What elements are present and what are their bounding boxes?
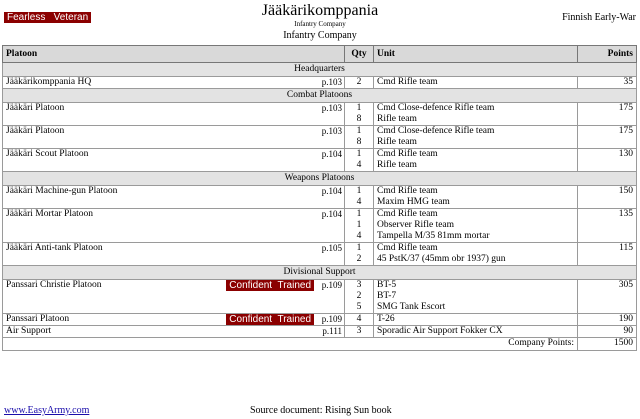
unit-cell	[374, 280, 578, 314]
section-title: Divisional Support	[3, 266, 637, 280]
unit-name: Cmd Close-defence Rifle team	[377, 126, 495, 136]
platoon-row	[3, 314, 637, 326]
page-reference: p.104	[321, 149, 342, 159]
unit-name: T-26	[377, 314, 395, 324]
platoon-cell	[3, 186, 345, 209]
section-header-row	[3, 172, 637, 186]
platoon-column-header: Platoon	[3, 46, 345, 63]
platoon-cell	[3, 209, 345, 243]
total-row	[3, 338, 637, 351]
page-reference: p.109	[321, 280, 342, 290]
unit-cell	[374, 243, 578, 266]
unit-quantity: 4	[356, 314, 362, 324]
unit-name: BT-7	[377, 291, 397, 301]
unit-cell	[374, 314, 578, 326]
unit-name: Cmd Rifle team	[377, 149, 438, 159]
section-title: Headquarters	[3, 63, 637, 77]
qty-cell	[345, 314, 374, 326]
page-reference: p.105	[321, 243, 342, 253]
platoon-cell	[3, 149, 345, 172]
unit-name: Cmd Rifle team	[377, 209, 438, 219]
unit-quantity: 2	[356, 291, 362, 301]
unit-quantity: 4	[356, 197, 362, 207]
unit-quantity: 2	[356, 254, 362, 264]
points-cell: 175	[578, 126, 637, 149]
platoon-skill-badge: Confident Trained	[226, 280, 314, 291]
points-cell: 130	[578, 149, 637, 172]
unit-name: Rifle team	[377, 137, 417, 147]
unit-cell	[374, 103, 578, 126]
points-cell: 135	[578, 209, 637, 243]
points-cell: 150	[578, 186, 637, 209]
platoon-cell	[3, 243, 345, 266]
unit-name: Rifle team	[377, 160, 417, 170]
platoon-name: Jääkäri Scout Platoon	[6, 149, 89, 159]
page-reference: p.109	[321, 314, 342, 324]
qty-cell	[345, 149, 374, 172]
unit-name: BT-5	[377, 280, 397, 290]
unit-quantity: 2	[356, 77, 362, 87]
platoon-row	[3, 103, 637, 126]
page-reference: p.104	[321, 186, 342, 196]
platoon-cell	[3, 103, 345, 126]
army-list-table	[2, 45, 637, 351]
unit-cell	[374, 209, 578, 243]
page-reference: p.104	[321, 209, 342, 219]
platoon-row	[3, 326, 637, 338]
platoon-row	[3, 149, 637, 172]
platoon-row	[3, 77, 637, 89]
platoon-name: Panssari Christie Platoon	[6, 280, 102, 290]
source-document-note: Source document: Rising Sun book	[250, 405, 392, 416]
qty-cell	[345, 103, 374, 126]
unit-quantity: 1	[356, 220, 362, 230]
points-cell: 305	[578, 280, 637, 314]
unit-cell	[374, 77, 578, 89]
platoon-cell	[3, 326, 345, 338]
section-header-row	[3, 266, 637, 280]
unit-quantity: 4	[356, 231, 362, 241]
points-cell: 190	[578, 314, 637, 326]
unit-quantity: 8	[356, 114, 362, 124]
unit-cell	[374, 126, 578, 149]
company-points-label: Company Points:	[3, 338, 578, 351]
page-reference: p.103	[321, 77, 342, 87]
unit-name: Cmd Close-defence Rifle team	[377, 103, 495, 113]
army-list-body	[3, 63, 637, 351]
unit-name: Maxim HMG team	[377, 197, 450, 207]
unit-name: SMG Tank Escort	[377, 302, 446, 312]
unit-quantity: 1	[356, 149, 362, 159]
unit-name: Rifle team	[377, 114, 417, 124]
platoon-cell	[3, 77, 345, 89]
qty-cell	[345, 77, 374, 89]
table-header-row	[3, 46, 637, 63]
unit-cell	[374, 326, 578, 338]
unit-name: Observer Rifle team	[377, 220, 455, 230]
platoon-skill-badge: Confident Trained	[226, 314, 314, 325]
unit-quantity: 4	[356, 160, 362, 170]
platoon-row	[3, 243, 637, 266]
platoon-name: Jääkäri Mortar Platoon	[6, 209, 94, 219]
points-cell: 115	[578, 243, 637, 266]
unit-name: Tampella M/35 81mm mortar	[377, 231, 490, 241]
platoon-name: Jääkärikomppania HQ	[6, 77, 92, 87]
unit-cell	[374, 186, 578, 209]
easyarmy-link[interactable]: www.EasyArmy.com	[4, 405, 90, 416]
unit-quantity: 1	[356, 126, 362, 136]
page-reference: p.111	[322, 326, 342, 336]
unit-quantity: 3	[356, 280, 362, 290]
section-header-row	[3, 63, 637, 77]
company-title: Jääkärikomppania	[261, 2, 379, 19]
platoon-cell	[3, 126, 345, 149]
points-cell: 175	[578, 103, 637, 126]
unit-name: Cmd Rifle team	[377, 243, 438, 253]
points-cell: 90	[578, 326, 637, 338]
points-column-header: Points	[578, 46, 637, 63]
unit-quantity: 1	[356, 209, 362, 219]
qty-cell	[345, 209, 374, 243]
unit-quantity: 1	[356, 103, 362, 113]
platoon-name: Jääkäri Machine-gun Platoon	[6, 186, 118, 196]
era-label: Finnish Early-War	[562, 12, 636, 23]
section-title: Weapons Platoons	[3, 172, 637, 186]
platoon-row	[3, 280, 637, 314]
platoon-row	[3, 186, 637, 209]
section-header-row	[3, 89, 637, 103]
platoon-name: Jääkäri Anti-tank Platoon	[6, 243, 103, 253]
unit-quantity: 1	[356, 243, 362, 253]
qty-cell	[345, 326, 374, 338]
platoon-name: Jääkäri Platoon	[6, 126, 65, 136]
unit-quantity: 1	[356, 186, 362, 196]
unit-name: Cmd Rifle team	[377, 77, 438, 87]
platoon-name: Jääkäri Platoon	[6, 103, 65, 113]
unit-name: 45 PstK/37 (45mm obr 1937) gun	[377, 254, 506, 264]
qty-cell	[345, 126, 374, 149]
platoon-cell	[3, 280, 345, 314]
company-type: Infantry Company	[283, 30, 357, 41]
section-title: Combat Platoons	[3, 89, 637, 103]
company-points-value: 1500	[578, 338, 637, 351]
page-reference: p.103	[321, 103, 342, 113]
qty-cell	[345, 243, 374, 266]
platoon-name: Air Support	[6, 326, 52, 336]
unit-name: Sporadic Air Support Fokker CX	[377, 326, 503, 336]
page-reference: p.103	[321, 126, 342, 136]
platoon-name: Panssari Platoon	[6, 314, 70, 324]
platoon-cell	[3, 314, 345, 326]
qty-cell	[345, 280, 374, 314]
platoon-row	[3, 126, 637, 149]
platoon-row	[3, 209, 637, 243]
unit-name: Cmd Rifle team	[377, 186, 438, 196]
unit-quantity: 8	[356, 137, 362, 147]
company-type-small: Infantry Company	[294, 20, 346, 28]
points-cell: 35	[578, 77, 637, 89]
unit-cell	[374, 149, 578, 172]
qty-column-header: Qty	[345, 46, 374, 63]
unit-quantity: 5	[356, 302, 362, 312]
skill-rating-badge: Fearless Veteran	[4, 12, 91, 23]
qty-cell	[345, 186, 374, 209]
unit-column-header: Unit	[374, 46, 578, 63]
unit-quantity: 3	[356, 326, 362, 336]
